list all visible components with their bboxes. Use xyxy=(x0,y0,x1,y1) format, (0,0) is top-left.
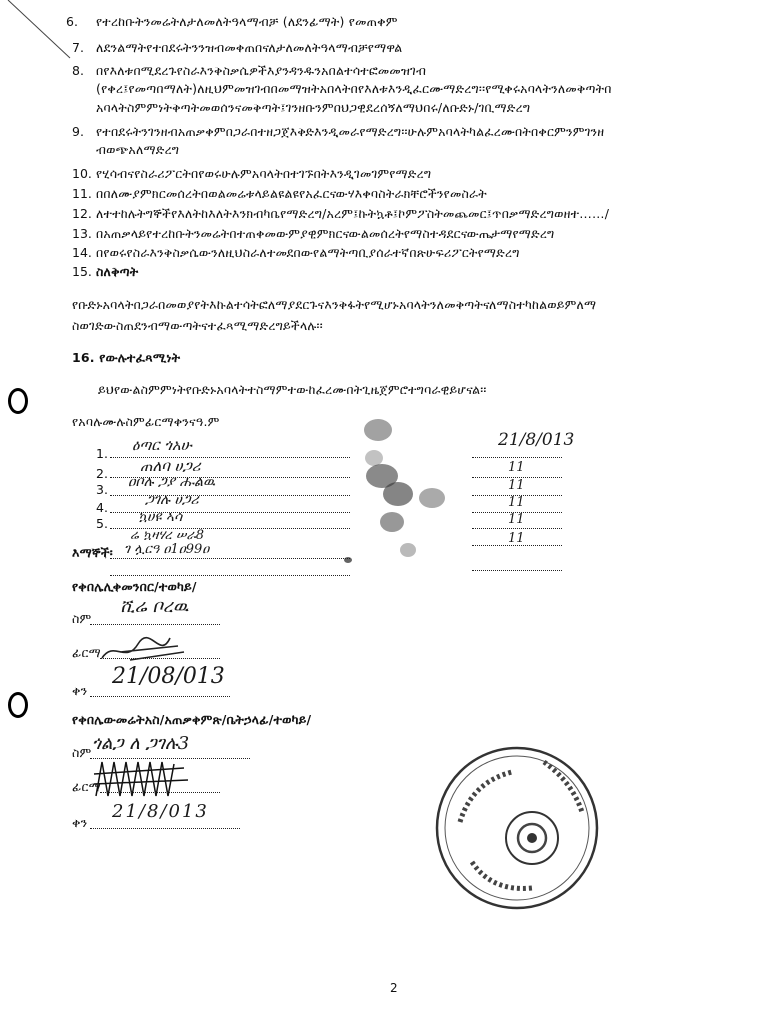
date-line xyxy=(472,528,562,529)
receiver-date-label: ቀን xyxy=(72,683,88,698)
list-number: 6. xyxy=(66,14,78,29)
list-item-text: የተረከቡትንመሬትለታለመለትዓላማብቻ (ለደንፊማት) የመጠቀም xyxy=(96,14,398,29)
list-number: 7. xyxy=(72,40,84,55)
section-heading: 16. የውሉተፈጻሚነት xyxy=(72,350,181,365)
member-date-handwritten: 11 xyxy=(508,512,525,527)
office-signature-line xyxy=(100,792,220,793)
member-date-handwritten: 11 xyxy=(508,460,525,475)
member-name-handwritten: ጠለባ ሀጋሪ xyxy=(140,457,201,475)
witness-line xyxy=(110,558,350,559)
list-item-text: የተበደሩትንገንዘብአጠቃቀምበጋራበተዘጋጀእቅድእንዲመራየማድረግ፡፡ሁሉምአባላትካልፈረሙበትበቀርምንምገንዘ xyxy=(96,124,605,139)
row-number: 5. xyxy=(96,516,108,531)
witness-date-line xyxy=(472,570,562,571)
list-item-text: (የቀረ፤የመጣበማለት)ለዚህምመዝገብበመማዝትአበላትበየእለቱእንዲፈርሙማድረግ፡፡የሚቀሩአባላትንለመቅጣትበ xyxy=(96,81,612,96)
binder-hole-bottom xyxy=(8,692,28,718)
list-item-text: በየእለቱበሚደረጉየስራእንቅስቃሴዎችእያንዳንዱንአበልተሳተፎመመዝገብ xyxy=(96,63,427,78)
receiver-name-line xyxy=(90,624,220,625)
fingerprint-marks xyxy=(340,410,460,590)
office-date-line xyxy=(90,828,240,829)
office-name-handwritten: ጎልጋ ለ ጋገሉ3 xyxy=(92,733,190,754)
receiver-date-line xyxy=(90,696,230,697)
office-heading: የቀበሌውመሬትአስ/አጠቃቀምጽ/ቤትኃላፊ/ተወካይ/ xyxy=(72,712,312,727)
witness-entry-handwritten: ገ ሏርዓ ዐ1ዐ99ዐ xyxy=(124,542,210,557)
list-item-text: የሂሳብናየስራሪፖርትበየወሩሁሉምአባላትበተገኙበትእንዲገመገምየማድረግ xyxy=(96,166,432,181)
list-number: 14. xyxy=(72,245,92,260)
receiver-name-label: ስም xyxy=(72,611,92,626)
date-line xyxy=(472,457,562,458)
paragraph-line: ስወገድውስጠደንብማውጣትናተፈጻሚማድረግይችላሉ፡፡ xyxy=(72,318,323,333)
list-number: 11. xyxy=(72,186,92,201)
list-item-text: አባላትስምምነትቅጣትመወሰንናመቅጣት፤ገንዘቡንምበህጋዊደረሰኝለማህበሩ/ለቡድኑ/ገቢማድረግ xyxy=(96,100,531,115)
extra-handwriting: ሬ ኳዛሃረ ሠራ8 xyxy=(130,528,205,543)
list-item-text: በበለሙያምክርመሰረትበወልመሬቱላይልዩልዩየአፈርናውሃእቀባስትራክቸሮችንየመስራት xyxy=(96,186,487,201)
list-number: 15. xyxy=(72,264,92,279)
row-number: 4. xyxy=(96,500,108,515)
office-name-label: ስም xyxy=(72,745,92,760)
page-number: 2 xyxy=(390,981,398,995)
list-number: 10. xyxy=(72,166,92,181)
office-signature-label: ፊርማ xyxy=(72,779,101,794)
member-name-handwritten: ጋገሉ ሀጋሪ xyxy=(145,492,199,508)
member-name-handwritten: ዐቦሉ ጋያ ሑልዉ xyxy=(128,474,216,490)
list-number: 12. xyxy=(72,206,92,221)
witness-date-handwritten: 11 xyxy=(508,531,525,546)
official-stamp xyxy=(432,742,602,914)
office-signature xyxy=(92,756,192,800)
receiver-date-handwritten: 21/08/013 xyxy=(112,664,225,689)
receiver-heading: የቀበሌሊቀመንበር/ተወካይ/ xyxy=(72,579,197,594)
signatures-title: የአባሉሙሉስምፊርማቀንናዓ.ም xyxy=(72,414,220,429)
list-item-text: በአጠቃላይየተረከቡትንመሬትበተጠቀመውምያዊምክርናውልመሰረትየማስተዳደርናውጤታማየማድረግ xyxy=(96,226,555,241)
receiver-signature-label: ፊርማ xyxy=(72,645,101,660)
list-number: 9. xyxy=(72,124,84,139)
list-item-text: ለተተከሉትግኞችየእለትከእለትእንክብካቤየማድረግ/አረም፤ኩትኳቶ፤ኮምፖስትመጨመር፤ጥበቃማድረግወዘተ……/ xyxy=(96,206,610,221)
list-number: 13. xyxy=(72,226,92,241)
member-name-handwritten: ኳሀዩ ኣሳ xyxy=(138,509,183,525)
list-number: 8. xyxy=(72,63,84,78)
row-number: 2. xyxy=(96,466,108,481)
office-date-label: ቀን xyxy=(72,815,88,830)
list-item-text: ስለቅጣት xyxy=(96,264,139,279)
receiver-name-handwritten: ሺሬ ቦረዉ xyxy=(120,596,189,617)
section-sentence: ይህየውልስምምነትየቡድኑአባላትተስማምተውከፈረሙበትጊዜጀምሮተግባራዊይሆናል፡፡ xyxy=(98,382,487,397)
list-item-text: በየወሩየስራእንቅስቃሴውንለዚህስራለተመደበውየልማትጣቢያሰራተኛበጽሁፍሪፖርትየማድረግ xyxy=(96,245,520,260)
list-item-text: ለደንልማትየተበደሩትንንዝብመቀጠበናለታለመለትዓላማብቻየማዋል xyxy=(96,40,403,55)
witnesses-label: እማኞች፡ xyxy=(72,545,113,560)
binder-hole-top xyxy=(8,388,28,414)
witness-line xyxy=(110,575,350,576)
office-date-handwritten: 21/8/013 xyxy=(112,801,209,822)
row-number: 1. xyxy=(96,446,108,461)
row-number: 3. xyxy=(96,482,108,497)
member-date-handwritten: 21/8/013 xyxy=(498,430,575,450)
member-date-handwritten: 11 xyxy=(508,495,525,510)
list-item-text: ብወጭአለማድረግ xyxy=(96,142,180,157)
member-date-handwritten: 11 xyxy=(508,478,525,493)
member-name-handwritten: ዕጣር ጎአሁ xyxy=(132,436,192,454)
paragraph-line: የቡድኑአባላትበጋራበመወያየትእኩልተሳትፎለማያደርጉናእንቅፋትየሚሆኑአባላትንለመቅጣትናለማስተካከልወይምለማ xyxy=(72,297,597,312)
